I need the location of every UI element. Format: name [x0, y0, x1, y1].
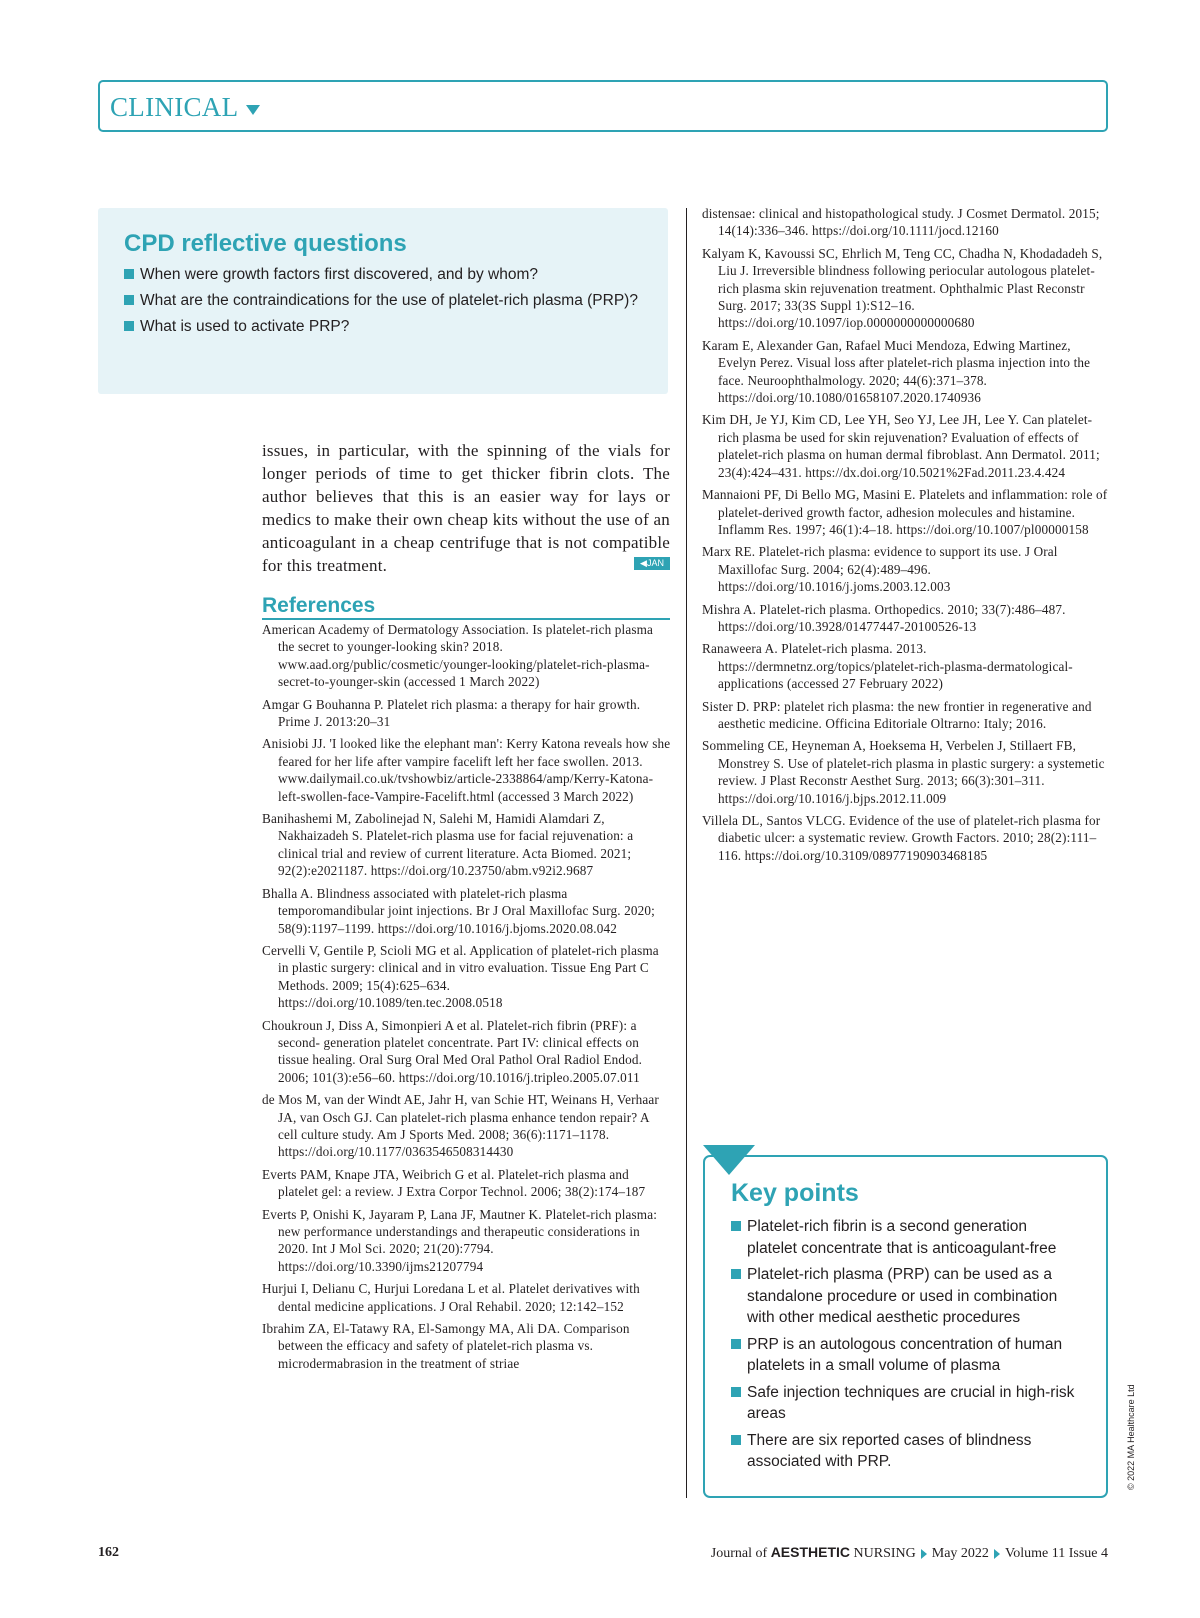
square-bullet-icon	[124, 321, 134, 331]
triangle-down-icon	[246, 105, 260, 115]
copyright-notice: © 2022 MA Healthcare Ltd	[1126, 1384, 1136, 1490]
references-heading: References	[262, 594, 670, 620]
reference-item: de Mos M, van der Windt AE, Jahr H, van Schie HT, Weinans H, Verhaar JA, van Osch GJ. Can platelet-rich plasma enhance tendon repair? A cell culture study. Am J Sports Med. 2008; 36(6):1171–1178. https://doi.org/10.1177/0363546508314430	[262, 1092, 659, 1160]
reference-item: Karam E, Alexander Gan, Rafael Muci Mendoza, Edwing Martinez, Evelyn Perez. Visual loss after platelet-rich plasma injection into the face. Neuroophthalmology. 2020; 44(6):371–378. https://doi.org/10.1080/01658107.2020.1740936	[702, 337, 1091, 406]
references-right-column	[702, 205, 1108, 869]
references-left-column	[262, 621, 672, 1377]
issue-date: May 2022	[931, 1546, 989, 1561]
reference-item: Everts PAM, Knape JTA, Weibrich G et al. Platelet-rich plasma and platelet gel: a review. J Extra Corpor Technol. 2006; 38(2):174–187	[262, 1166, 646, 1200]
reference-item: Cervelli V, Gentile P, Scioli MG et al. Application of platelet-rich plasma in plastic surgery: clinical and in vitro evaluation. Tissue Eng Part C Methods. 2009; 15(4):625–634. https://doi.org/10.1089/ten.tec.2008.0518	[262, 942, 659, 1011]
list-item: Safe injection techniques are crucial in high-risk areas	[731, 1382, 1080, 1425]
journal-caps: AESTHETIC	[770, 1544, 851, 1560]
reference-item: Everts P, Onishi K, Jayaram P, Lana JF, Mautner K. Platelet-rich plasma: new performance understandings and therapeutic considerations in 2020. Int J Mol Sci. 2020; 21(20):7794. https://doi.org/10.3390/ijms21207794	[262, 1206, 658, 1274]
list-item: Platelet-rich fibrin is a second generation platelet concentrate that is anticoagulant-free	[731, 1216, 1080, 1259]
cpd-title: CPD reflective questions	[124, 230, 407, 257]
column-divider	[686, 208, 687, 1498]
reference-item: distensae: clinical and histopathological study. J Cosmet Dermatol. 2015; 14(14):336–346. https://doi.org/10.1111/jocd.12160	[702, 206, 1100, 239]
list-item: PRP is an autologous concentration of human platelets in a small volume of plasma	[731, 1334, 1080, 1377]
end-of-article-mark: ◀JAN	[634, 557, 670, 570]
reference-item: Ranaweera A. Platelet-rich plasma. 2013. https://dermnetnz.org/topics/platelet-rich-plasma-dermatological-applications (accessed 27 February 2022)	[702, 641, 1073, 692]
reference-item: Ibrahim ZA, El-Tatawy RA, El-Samongy MA, Ali DA. Comparison between the efficacy and safety of platelet-rich plasma vs. microdermabrasion in the treatment of striae	[262, 1321, 630, 1371]
list-item: What is used to activate PRP?	[124, 316, 642, 337]
page-number: 162	[98, 1545, 119, 1560]
list-item: There are six reported cases of blindness associated with PRP.	[731, 1430, 1080, 1473]
reference-item: Hurjui I, Delianu C, Hurjui Loredana L et al. Platelet derivatives with dental medicine applications. J Oral Rehabil. 2020; 12:142–152	[262, 1281, 640, 1314]
reference-item: Kim DH, Je YJ, Kim CD, Lee YH, Seo YJ, Lee JH, Lee Y. Can platelet-rich plasma be used for skin rejuvenation? Evaluation of effects of platelet-rich plasma on human dermal fibroblast. Ann Dermatol. 2011; 23(4):424–431. https://dx.doi.org/10.5021%2Fad.2011.23.4.424	[702, 412, 1100, 480]
square-bullet-icon	[731, 1387, 741, 1397]
reference-item: Sister D. PRP: platelet rich plasma: the new frontier in regenerative and aesthetic medicine. Officina Editoriale Oltrarno: Italy; 2016.	[702, 698, 1092, 731]
reference-item: American Academy of Dermatology Association. Is platelet-rich plasma the secret to younger-looking skin? 2018. www.aad.org/public/cosmetic/younger-looking/platelet-rich-plasma-secret-to-younger-skin (accessed 1 March 2022)	[262, 622, 654, 690]
square-bullet-icon	[731, 1435, 741, 1445]
square-bullet-icon	[731, 1339, 741, 1349]
cpd-question-list	[124, 264, 642, 337]
list-item: Platelet-rich plasma (PRP) can be used as a standalone procedure or used in combination with other medical aesthetic procedures	[731, 1264, 1080, 1329]
key-points-title: Key points	[731, 1179, 859, 1207]
reference-item: Mannaioni PF, Di Bello MG, Masini E. Platelets and inflammation: role of platelet-derived growth factor, adhesion molecules and histamine. Inflamm Res. 1997; 46(1):4–18. https://doi.org/10.1007/pl00000158	[702, 487, 1108, 537]
triangle-right-icon	[921, 1549, 927, 1559]
reference-item: Kalyam K, Kavoussi SC, Ehrlich M, Teng CC, Chadha N, Khodadadeh S, Liu J. Irreversible blindness following periocular autologous platelet-rich plasma skin rejuvenation treatment. Ophthalmic Plast Reconstr Surg. 2017; 33(3S Suppl 1):S12–16. https://doi.org/10.1097/iop.0000000000000680	[702, 245, 1103, 331]
square-bullet-icon	[124, 295, 134, 305]
square-bullet-icon	[124, 269, 134, 279]
journal-prefix: Journal of	[710, 1546, 768, 1561]
cpd-box	[98, 208, 668, 394]
volume-issue: Volume 11 Issue 4	[1004, 1546, 1108, 1561]
reference-item: Banihashemi M, Zabolinejad N, Salehi M, Hamidi Alamdari Z, Nakhaizadeh S. Platelet-rich plasma use for facial rejuvenation: a clinical trial and review of current literature. Acta Biomed. 2021; 92(2):e2021187. https://doi.org/10.23750/abm.v92i2.9687	[262, 811, 634, 879]
reference-item: Marx RE. Platelet-rich plasma: evidence to support its use. J Oral Maxillofac Surg. 2004; 62(4):489–496. https://doi.org/10.1016/j.joms.2003.12.003	[702, 544, 1058, 595]
journal-footer	[711, 1544, 1108, 1562]
section-header	[98, 80, 1108, 132]
journal-suffix: NURSING	[853, 1546, 916, 1561]
reference-item: Sommeling CE, Heyneman A, Hoeksema H, Verbelen J, Stillaert FB, Monstrey S. Use of platelet-rich plasma in plastic surgery: a systemetic review. J Plast Reconstr Aesthet Surg. 2013; 66(3):301–311. https://doi.org/10.1016/j.bjps.2012.11.009	[702, 738, 1105, 806]
body-paragraph: issues, in particular, with the spinning of the vials for longer periods of time to get thicker fibrin clots. The author believes that this is an easier way for lays or medics to make their own cheap kits without the use of an anticoagulant in a cheap centrifuge that is not compatible for this treatment.	[262, 441, 670, 575]
triangle-right-icon	[994, 1549, 1000, 1559]
reference-item: Anisiobi JJ. 'I looked like the elephant man': Kerry Katona reveals how she feared for her life after vampire facelift left her face swollen. 2013. www.dailymail.co.uk/tvshowbiz/article-2338864/amp/Kerry-Katona-left-swollen-face-Vampire-Facelift.html (accessed 3 March 2022)	[262, 736, 671, 804]
reference-item: Amgar G Bouhanna P. Platelet rich plasma: a therapy for hair growth. Prime J. 2013:20–31	[262, 696, 641, 730]
reference-item: Bhalla A. Blindness associated with platelet-rich plasma temporomandibular joint injections. Br J Oral Maxillofac Surg. 2020; 58(9):1197–1199. https://doi.org/10.1016/j.bjoms.2020.08.042	[262, 885, 655, 936]
reference-item: Villela DL, Santos VLCG. Evidence of the use of platelet-rich plasma for diabetic ulcer: a systematic review. Growth Factors. 2010; 28(2):111–116. https://doi.org/10.3109/08977190903468185	[702, 813, 1101, 863]
square-bullet-icon	[731, 1221, 741, 1231]
triangle-down-icon	[703, 1145, 755, 1175]
list-item: What are the contraindications for the use of platelet-rich plasma (PRP)?	[124, 290, 642, 311]
key-points-box	[703, 1155, 1108, 1498]
reference-item: Mishra A. Platelet-rich plasma. Orthopedics. 2010; 33(7):486–487. https://doi.org/10.3928/01477447-20100526-13	[702, 601, 1066, 634]
section-title: CLINICAL	[110, 92, 260, 123]
key-points-list	[731, 1216, 1080, 1473]
reference-item: Choukroun J, Diss A, Simonpieri A et al. Platelet-rich fibrin (PRF): a second- generation platelet concentrate. Part IV: clinical effects on tissue healing. Oral Surg Oral Med Oral Pathol Oral Radiol Endod. 2006; 101(3):e56–60. https://doi.org/10.1016/j.tripleo.2005.07.011	[262, 1017, 643, 1085]
square-bullet-icon	[731, 1269, 741, 1279]
list-item: When were growth factors first discovered, and by whom?	[124, 264, 642, 285]
